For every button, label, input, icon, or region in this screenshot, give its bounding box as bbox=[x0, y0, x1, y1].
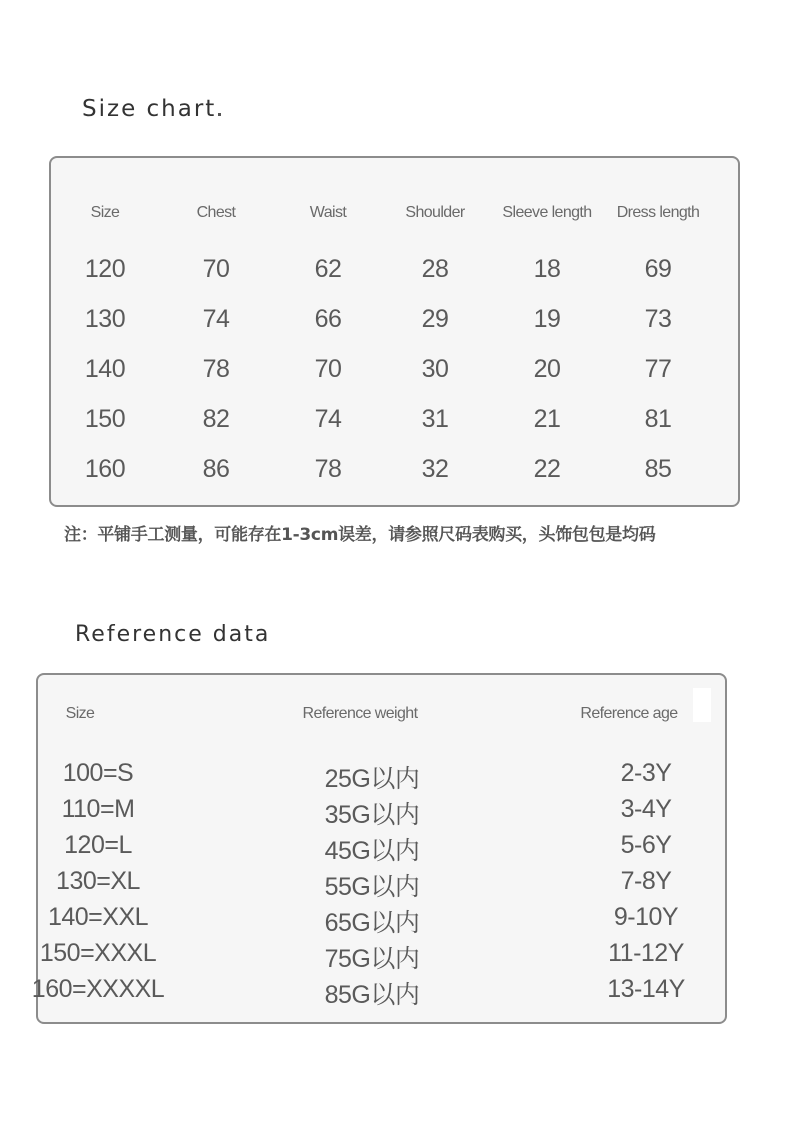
title-dot bbox=[218, 113, 221, 116]
weight-cell: 55G以内 bbox=[324, 873, 420, 901]
weight-cell: 45G以内 bbox=[324, 837, 420, 865]
shoulder-cell: 28 bbox=[421, 255, 449, 283]
reference-data-table bbox=[31, 673, 727, 1024]
size-cell: 150 bbox=[84, 405, 126, 433]
header-shoulder: Shoulder bbox=[405, 204, 465, 221]
weight-cell: 85G以内 bbox=[324, 981, 420, 1009]
shoulder-cell: 29 bbox=[421, 305, 449, 333]
size-cell: 120 bbox=[84, 255, 126, 283]
waist-cell: 66 bbox=[314, 305, 342, 333]
age-cell: 7-8Y bbox=[620, 867, 672, 895]
measurement-note: 注：平铺手工测量，可能存在1-3cm误差，请参照尺码表购买，头饰包包是均码 bbox=[64, 525, 656, 545]
dress-length-cell: 77 bbox=[644, 355, 672, 383]
chest-cell: 86 bbox=[202, 455, 230, 483]
age-cell: 9-10Y bbox=[613, 903, 679, 931]
sleeve-length-cell: 20 bbox=[533, 355, 561, 383]
sleeve-length-cell: 18 bbox=[533, 255, 561, 283]
dress-length-cell: 69 bbox=[644, 255, 672, 283]
shoulder-cell: 32 bbox=[421, 455, 449, 483]
header-size: Size bbox=[90, 204, 120, 221]
size-cell: 140 bbox=[84, 355, 126, 383]
age-cell: 3-4Y bbox=[620, 795, 672, 823]
waist-cell: 74 bbox=[314, 405, 342, 433]
dress-length-cell: 81 bbox=[644, 405, 672, 433]
header-size: Size bbox=[65, 705, 95, 722]
age-cell: 2-3Y bbox=[620, 759, 672, 787]
header-chest: Chest bbox=[196, 204, 236, 221]
age-cell: 13-14Y bbox=[607, 975, 685, 1003]
size-cell: 120=L bbox=[64, 831, 132, 859]
header-waist: Waist bbox=[309, 204, 347, 221]
size-cell: 130=XL bbox=[56, 867, 140, 895]
size-chart-table bbox=[49, 156, 740, 507]
shoulder-cell: 30 bbox=[421, 355, 449, 383]
age-cell: 11-12Y bbox=[608, 939, 684, 967]
size-cell: 110=M bbox=[61, 795, 135, 823]
size-chart-title-text: Size chart bbox=[82, 96, 217, 122]
header-reference-age: Reference age bbox=[580, 705, 678, 722]
white-patch bbox=[693, 688, 711, 722]
sleeve-length-cell: 21 bbox=[533, 405, 561, 433]
shoulder-cell: 31 bbox=[421, 405, 449, 433]
chest-cell: 70 bbox=[202, 255, 230, 283]
size-cell: 130 bbox=[84, 305, 126, 333]
header-sleeve-length: Sleeve length bbox=[502, 204, 592, 221]
dress-length-cell: 85 bbox=[644, 455, 672, 483]
reference-data-title: Reference data bbox=[75, 622, 271, 647]
sleeve-length-cell: 19 bbox=[533, 305, 561, 333]
size-cell: 100=S bbox=[62, 759, 134, 787]
weight-cell: 65G以内 bbox=[324, 909, 420, 937]
size-cell: 160=XXXXL bbox=[31, 975, 165, 1003]
waist-cell: 70 bbox=[314, 355, 342, 383]
size-cell: 150=XXXL bbox=[39, 939, 157, 967]
weight-cell: 35G以内 bbox=[324, 801, 420, 829]
sleeve-length-cell: 22 bbox=[533, 455, 561, 483]
size-chart-title bbox=[82, 96, 221, 122]
chest-cell: 78 bbox=[202, 355, 230, 383]
dress-length-cell: 73 bbox=[644, 305, 672, 333]
size-cell: 140=XXL bbox=[47, 903, 149, 931]
waist-cell: 62 bbox=[314, 255, 342, 283]
weight-cell: 25G以内 bbox=[324, 765, 420, 793]
size-cell: 160 bbox=[84, 455, 126, 483]
header-dress-length: Dress length bbox=[616, 204, 700, 221]
header-reference-weight: Reference weight bbox=[302, 705, 418, 722]
chest-cell: 74 bbox=[202, 305, 230, 333]
waist-cell: 78 bbox=[314, 455, 342, 483]
weight-cell: 75G以内 bbox=[324, 945, 420, 973]
chest-cell: 82 bbox=[202, 405, 230, 433]
age-cell: 5-6Y bbox=[620, 831, 672, 859]
